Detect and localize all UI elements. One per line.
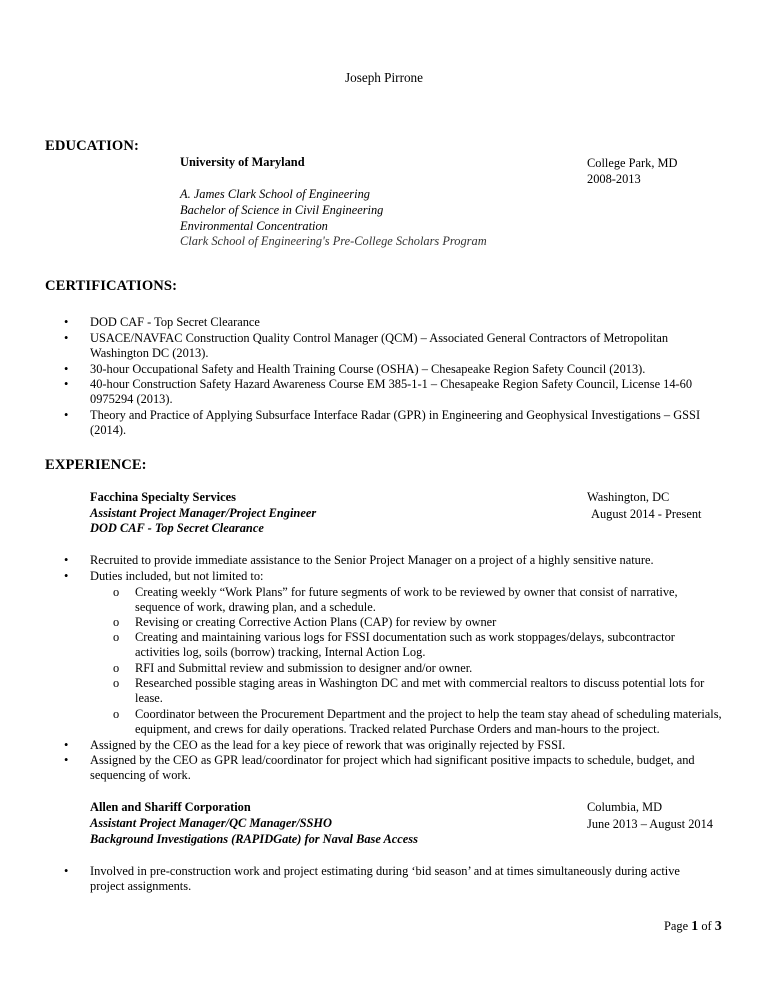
page-total: 3: [714, 919, 722, 934]
education-location: College Park, MD: [587, 156, 678, 170]
education-dates: 2008-2013: [587, 172, 641, 186]
certification-item: DOD CAF - Top Secret Clearance: [90, 315, 260, 329]
bullet-icon: •: [64, 362, 69, 376]
resume-name: Joseph Pirrone: [344, 70, 424, 85]
job-sub-bullet: Creating weekly “Work Plans” for future segments of work to be reviewed by owner that consist of narrative, sequence of work, drawing plan, and a schedule.: [135, 585, 678, 615]
bullet-icon: •: [64, 753, 69, 767]
sub-bullet-icon: o: [113, 585, 120, 599]
sub-bullet-icon: o: [113, 615, 120, 629]
job-sub-bullet: Coordinator between the Procurement Department and the project to help the team stay ahead of scheduling materials, equipment, and crews for daily operations. Tracked related Purchase Orders and man-hours to the project.: [135, 707, 722, 737]
job-sub-bullet: RFI and Submittal review and submission to designer and/or owner.: [135, 661, 473, 675]
education-degree: Bachelor of Science in Civil Engineering: [180, 203, 384, 217]
bullet-icon: •: [64, 553, 69, 567]
certification-item: 30-hour Occupational Safety and Health Training Course (OSHA) – Chesapeake Region Safety Council (2013).: [90, 362, 646, 376]
certification-item: 40-hour Construction Safety Hazard Awareness Course EM 385-1-1 – Chesapeake Region Safety Council, License 14-600975294 (2013).: [90, 377, 693, 407]
sub-bullet-icon: o: [113, 661, 120, 675]
job-sub-bullet: Researched possible staging areas in Washington DC and met with commercial realtors to discuss potential lots for lease.: [135, 676, 705, 706]
education-program: Clark School of Engineering's Pre-College Scholars Program: [180, 234, 487, 248]
job-sub-bullet: Creating and maintaining various logs for FSSI documentation such as work stoppages/delays, subcontractor activities log, soils (borrow) tracking, Internal Action Log.: [135, 630, 675, 660]
bullet-icon: •: [64, 569, 69, 583]
job-clearance: DOD CAF - Top Secret Clearance: [90, 521, 264, 535]
job-bullet: Duties included, but not limited to:: [90, 569, 264, 583]
sub-bullet-icon: o: [113, 707, 120, 721]
job-dates: August 2014 - Present: [591, 507, 702, 521]
job-clearance: Background Investigations (RAPIDGate) for Naval Base Access: [90, 832, 418, 846]
job-company: Allen and Shariff Corporation: [90, 800, 251, 814]
job-sub-bullet: Revising or creating Corrective Action Plans (CAP) for review by owner: [135, 615, 497, 629]
sub-bullet-icon: o: [113, 630, 120, 644]
bullet-icon: •: [64, 864, 69, 878]
job-title: Assistant Project Manager/Project Engineer: [90, 506, 317, 520]
education-heading: EDUCATION:: [45, 138, 139, 154]
experience-heading: EXPERIENCE:: [45, 457, 147, 473]
bullet-icon: •: [64, 331, 69, 345]
job-location: Columbia, MD: [587, 800, 663, 814]
education-concentration: Environmental Concentration: [180, 219, 328, 233]
job-company: Facchina Specialty Services: [90, 490, 236, 504]
job-bullet: Involved in pre-construction work and project estimating during ‘bid season’ and at times simultaneously during active project assignments.: [90, 864, 680, 894]
bullet-icon: •: [64, 315, 69, 329]
education-school: University of Maryland: [180, 155, 305, 169]
job-dates: June 2013 – August 2014: [587, 817, 713, 831]
bullet-icon: •: [64, 377, 69, 391]
bullet-icon: •: [64, 738, 69, 752]
page-word: Page: [664, 919, 689, 933]
education-school-of-engineering: A. James Clark School of Engineering: [180, 187, 370, 201]
certification-item: USACE/NAVFAC Construction Quality Control Manager (QCM) – Associated General Contractors of Metropolitan Washington DC (2013).: [90, 331, 669, 361]
certification-item: Theory and Practice of Applying Subsurface Interface Radar (GPR) in Engineering and Geophysical Investigations – GSSI (2014).: [90, 408, 701, 438]
job-bullet: Assigned by the CEO as GPR lead/coordinator for project which had significant positive impacts to schedule, budget, and sequencing of work.: [90, 753, 695, 783]
job-bullet: Assigned by the CEO as the lead for a key piece of rework that was originally rejected by FSSI.: [90, 738, 566, 752]
certifications-heading: CERTIFICATIONS:: [45, 278, 178, 294]
job-location: Washington, DC: [587, 490, 670, 504]
bullet-icon: •: [64, 408, 69, 422]
page-of-word: of: [701, 919, 712, 933]
page-current: 1: [691, 919, 699, 934]
job-bullet: Recruited to provide immediate assistance to the Senior Project Manager on a project of a highly sensitive nature.: [90, 553, 654, 567]
sub-bullet-icon: o: [113, 676, 120, 690]
page-number: [664, 919, 722, 934]
job-title: Assistant Project Manager/QC Manager/SSHO: [90, 816, 333, 830]
